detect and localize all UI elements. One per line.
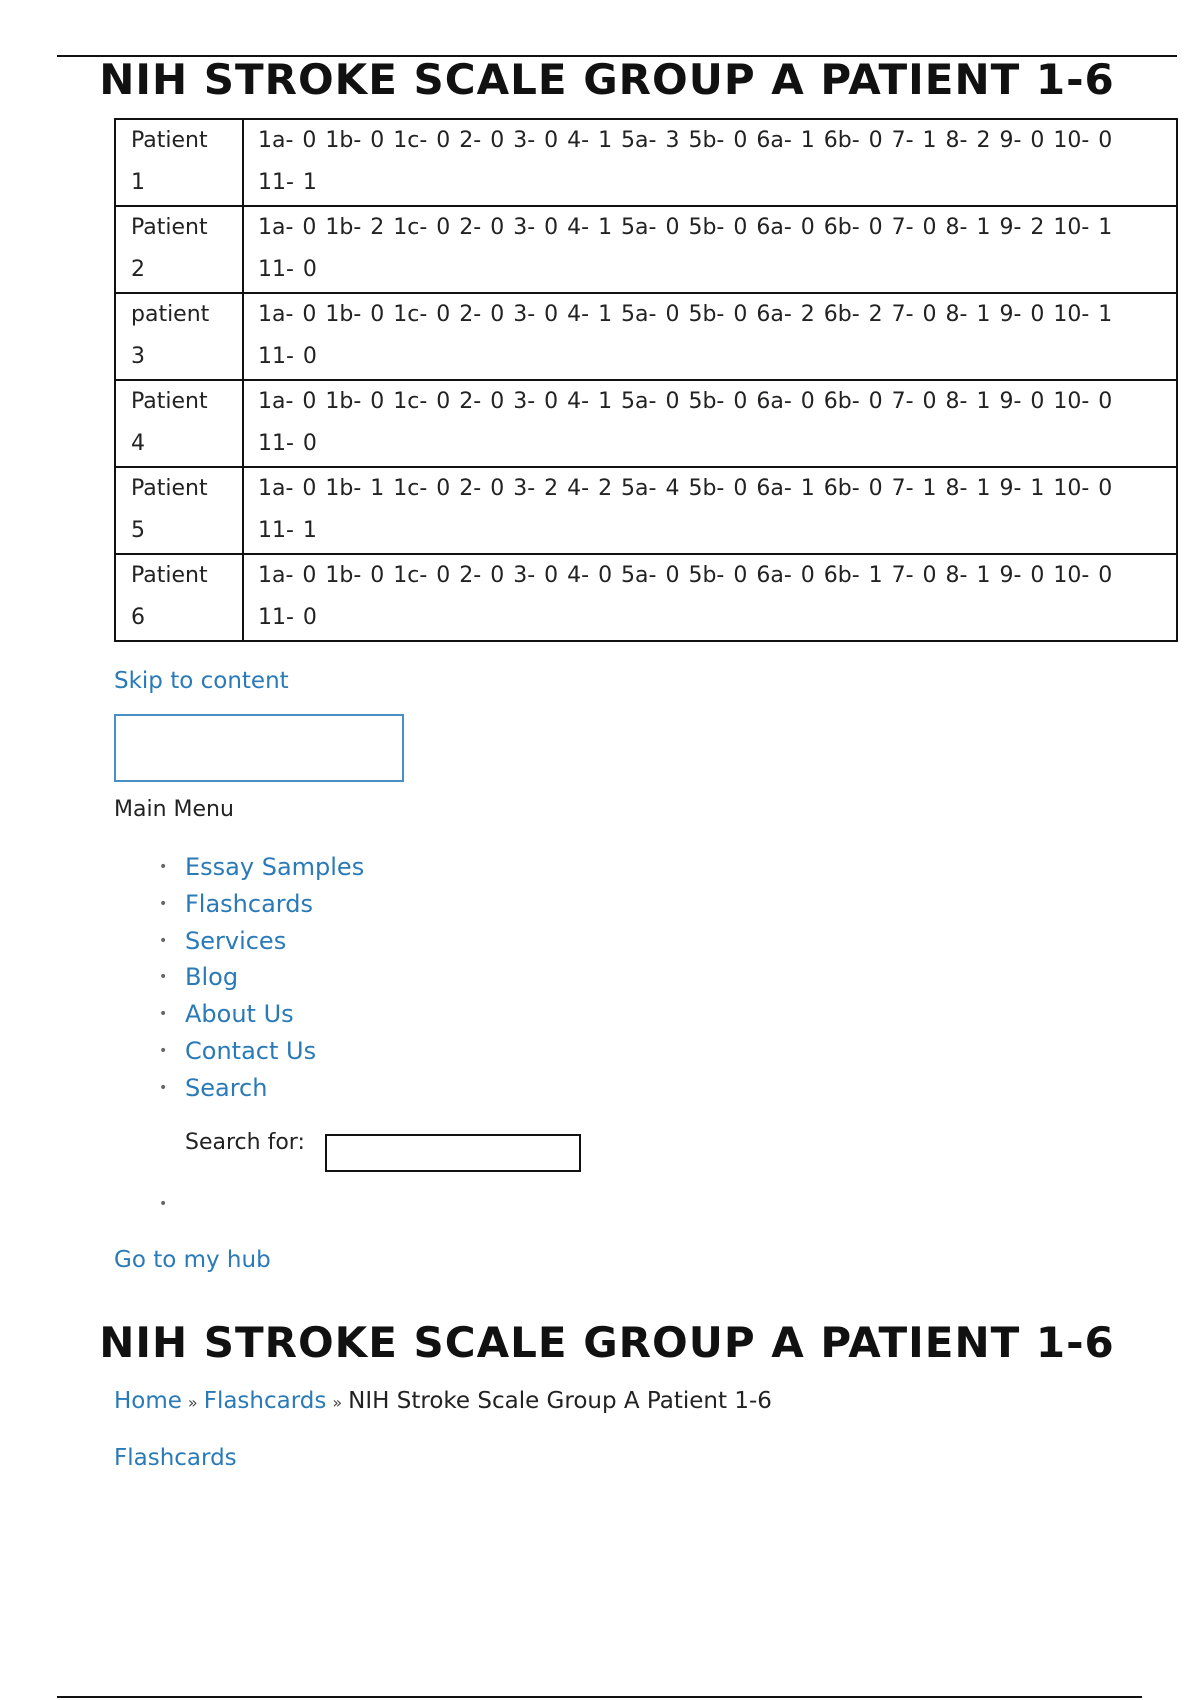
menu-item-blog bbox=[156, 959, 364, 996]
patient-number: 1 bbox=[131, 170, 145, 195]
menu-link-blog[interactable]: Blog bbox=[185, 963, 239, 992]
breadcrumb-current: NIH Stroke Scale Group A Patient 1-6 bbox=[348, 1388, 772, 1414]
bullet-icon: • bbox=[159, 969, 168, 986]
search-field[interactable] bbox=[325, 1134, 581, 1172]
patient-scores-cell bbox=[243, 293, 1177, 380]
table-row bbox=[115, 293, 1177, 380]
menu-item-services bbox=[156, 923, 364, 960]
go-to-hub-link[interactable]: Go to my hub bbox=[114, 1247, 271, 1273]
scores-line: 11- 0 bbox=[258, 431, 317, 456]
patient-label-cell bbox=[115, 119, 243, 206]
menu-link-services[interactable]: Services bbox=[185, 926, 287, 955]
patient-label: Patient bbox=[131, 563, 208, 588]
menu-item-essay-samples bbox=[156, 849, 364, 886]
bullet-icon: • bbox=[159, 859, 168, 875]
patient-label: Patient bbox=[131, 476, 208, 501]
patient-label: Patient bbox=[131, 128, 208, 153]
scores-line: 1a- 0 1b- 0 1c- 0 2- 0 3- 0 4- 0 5a- 0 5b- 0 6a- 0 6b- 1 7- 0 8- 1 9- 0 10- 0 bbox=[258, 563, 1113, 588]
bullet-icon: • bbox=[159, 1006, 168, 1023]
breadcrumb-separator: » bbox=[332, 1393, 343, 1412]
scores-line: 1a- 0 1b- 2 1c- 0 2- 0 3- 0 4- 1 5a- 0 5b- 0 6a- 0 6b- 0 7- 0 8- 1 9- 2 10- 1 bbox=[258, 215, 1113, 240]
patient-label: patient bbox=[131, 302, 210, 327]
main-menu-label: Main Menu bbox=[114, 797, 234, 822]
scores-line: 11- 1 bbox=[258, 518, 317, 543]
search-for-label: Search for: bbox=[185, 1130, 305, 1155]
menu-link-search[interactable]: Search bbox=[185, 1073, 268, 1102]
patient-number: 4 bbox=[131, 431, 145, 456]
patient-label-cell bbox=[115, 380, 243, 467]
breadcrumb-home-link[interactable]: Home bbox=[114, 1388, 182, 1414]
patient-scores-cell bbox=[243, 467, 1177, 554]
stroke-scale-table bbox=[114, 118, 1178, 642]
scores-line: 1a- 0 1b- 1 1c- 0 2- 0 3- 2 4- 2 5a- 4 5b- 0 6a- 1 6b- 0 7- 1 8- 1 9- 1 10- 0 bbox=[258, 476, 1113, 501]
skip-to-content-link[interactable]: Skip to content bbox=[114, 668, 289, 694]
patient-label-cell bbox=[115, 206, 243, 293]
patient-scores-cell bbox=[243, 380, 1177, 467]
bullet-icon: • bbox=[159, 1079, 168, 1096]
bullet-icon: • bbox=[159, 1196, 168, 1212]
patient-number: 6 bbox=[131, 605, 145, 630]
scores-line: 1a- 0 1b- 0 1c- 0 2- 0 3- 0 4- 1 5a- 0 5b- 0 6a- 2 6b- 2 7- 0 8- 1 9- 0 10- 1 bbox=[258, 302, 1113, 327]
patient-number: 5 bbox=[131, 518, 145, 543]
table-row bbox=[115, 119, 1177, 206]
menu-item-search bbox=[156, 1070, 364, 1107]
search-input-box[interactable] bbox=[114, 714, 404, 782]
bullet-icon: • bbox=[159, 1042, 168, 1059]
breadcrumb bbox=[114, 1388, 772, 1414]
main-menu bbox=[156, 849, 364, 1107]
menu-link-flashcards[interactable]: Flashcards bbox=[185, 889, 313, 918]
patient-label: Patient bbox=[131, 389, 208, 414]
patient-number: 3 bbox=[131, 344, 145, 369]
breadcrumb-flashcards-link[interactable]: Flashcards bbox=[203, 1388, 327, 1414]
patient-label-cell bbox=[115, 554, 243, 641]
scores-line: 11- 0 bbox=[258, 605, 317, 630]
patient-number: 2 bbox=[131, 257, 145, 282]
menu-item-contact-us bbox=[156, 1033, 364, 1070]
breadcrumb-separator: » bbox=[187, 1393, 198, 1412]
table-row bbox=[115, 206, 1177, 293]
page-title: NIH STROKE SCALE GROUP A PATIENT 1-6 bbox=[99, 1318, 1115, 1367]
patient-label-cell bbox=[115, 467, 243, 554]
patient-label: Patient bbox=[131, 215, 208, 240]
scores-line: 1a- 0 1b- 0 1c- 0 2- 0 3- 0 4- 1 5a- 0 5b- 0 6a- 0 6b- 0 7- 0 8- 1 9- 0 10- 0 bbox=[258, 389, 1113, 414]
patient-scores-cell bbox=[243, 119, 1177, 206]
menu-item-about-us bbox=[156, 996, 364, 1033]
patient-scores-cell bbox=[243, 206, 1177, 293]
table-row bbox=[115, 380, 1177, 467]
table-row bbox=[115, 467, 1177, 554]
table-row bbox=[115, 554, 1177, 641]
search-form bbox=[185, 1130, 305, 1155]
patient-scores-cell bbox=[243, 554, 1177, 641]
scores-line: 1a- 0 1b- 0 1c- 0 2- 0 3- 0 4- 1 5a- 3 5b- 0 6a- 1 6b- 0 7- 1 8- 2 9- 0 10- 0 bbox=[258, 128, 1113, 153]
bullet-icon: • bbox=[159, 895, 168, 912]
menu-link-about-us[interactable]: About Us bbox=[185, 1000, 294, 1029]
bottom-rule bbox=[57, 1696, 1142, 1698]
scores-line: 11- 0 bbox=[258, 257, 317, 282]
menu-item-flashcards bbox=[156, 886, 364, 923]
patient-label-cell bbox=[115, 293, 243, 380]
bullet-icon: • bbox=[159, 932, 168, 949]
scores-line: 11- 0 bbox=[258, 344, 317, 369]
menu-link-contact-us[interactable]: Contact Us bbox=[185, 1036, 317, 1065]
document-title: NIH STROKE SCALE GROUP A PATIENT 1-6 bbox=[99, 55, 1115, 104]
menu-link-essay-samples[interactable]: Essay Samples bbox=[185, 853, 365, 881]
scores-line: 11- 1 bbox=[258, 170, 317, 195]
category-flashcards-link[interactable]: Flashcards bbox=[114, 1445, 237, 1471]
